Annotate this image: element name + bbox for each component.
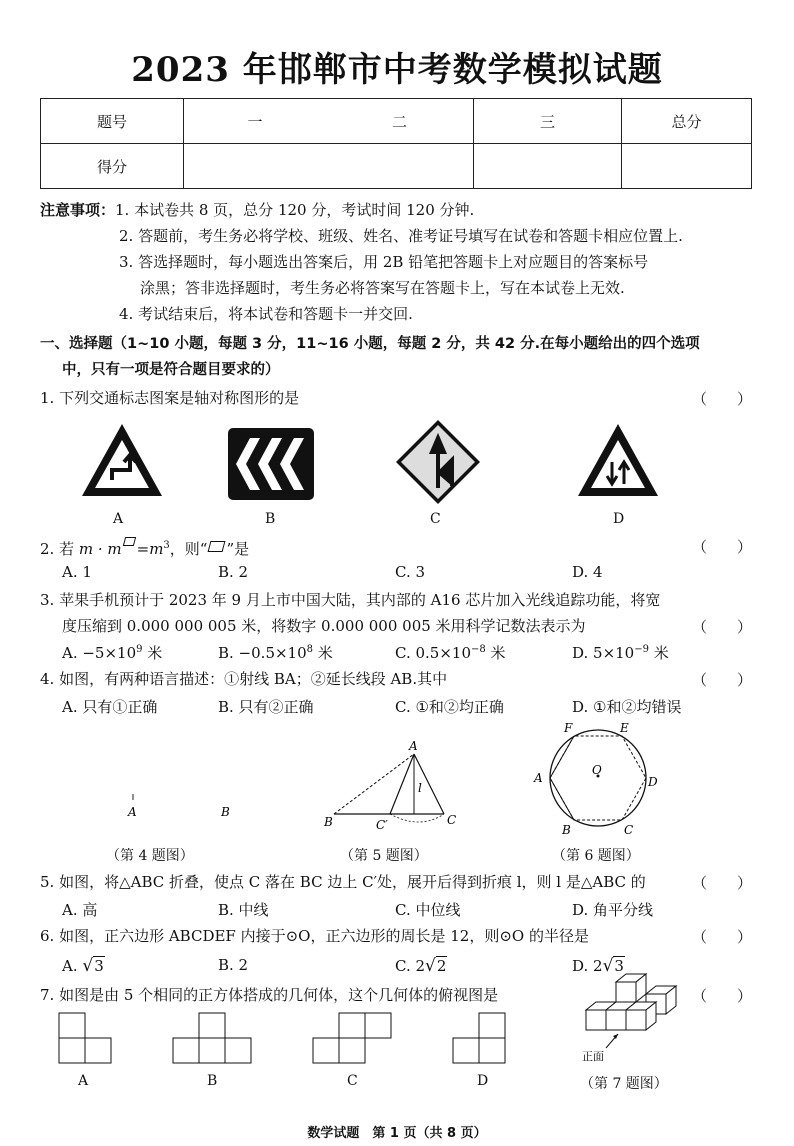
- q2-text-c: =m: [136, 540, 164, 558]
- fig6-label-e: E: [620, 721, 629, 735]
- q5-option-a: A. 高: [62, 901, 98, 919]
- q3-option-b-unit: 米: [313, 644, 333, 662]
- fig4-label-b: B: [221, 805, 230, 819]
- q3-option-a-unit: 米: [142, 644, 163, 662]
- q5-answer-paren: （ ）: [692, 874, 753, 892]
- q1-sign-a-icon: [78, 420, 166, 500]
- q2-blank-box: [122, 537, 135, 546]
- q1-label-d: D: [613, 511, 625, 527]
- q2-option-a: A. 1: [62, 563, 92, 581]
- q6-option-a-rad: 3: [94, 957, 104, 975]
- score-table: [40, 98, 752, 189]
- q2-text-a: 2. 若: [40, 540, 79, 558]
- q3-option-d: [572, 642, 669, 663]
- fig7-front-label: 正面: [582, 1050, 604, 1063]
- fig5-caption: （第 5 题图）: [340, 848, 428, 864]
- q3-text-line1: 3. 苹果手机预计于 2023 年 9 月上市中国大陆，其内部的 A16 芯片加入光线追踪功能，将宽: [40, 591, 661, 609]
- q4-option-c: C. ①和②均正确: [395, 698, 504, 716]
- fig7-caption: （第 7 题图）: [580, 1076, 668, 1092]
- q6-answer-paren: （ ）: [692, 928, 753, 946]
- score-table-score-row: [41, 144, 752, 189]
- q2-option-d: D. 4: [572, 563, 603, 581]
- fig6-label-b: B: [562, 823, 571, 837]
- q7-text: 7. 如图是由 5 个相同的正方体搭成的几何体，这个几何体的俯视图是: [40, 986, 499, 1004]
- note-item-4: 4. 考试结束后，将本试卷和答题卡一并交回.: [119, 305, 413, 323]
- q2-option-c: C. 3: [395, 563, 426, 581]
- q7-answer-paren: （ ）: [692, 987, 753, 1005]
- header-cell-one: 一: [184, 99, 327, 144]
- notes-label: 注意事项：: [40, 201, 116, 219]
- q4-option-d: D. ①和②均错误: [572, 698, 682, 716]
- fig6-hexagon-circle-diagram: [528, 722, 668, 840]
- q3-answer-paren: （ ）: [692, 618, 753, 636]
- fig5-triangle-diagram: [320, 740, 470, 835]
- q2-answer-paren: （ ）: [692, 538, 753, 556]
- q3-option-c: [395, 642, 506, 663]
- notes-line-1: [40, 200, 474, 220]
- q3-text-line2: 度压缩到 0.000 000 005 米，将数字 0.000 000 005 米用科学记数法表示为: [62, 617, 586, 635]
- q1-sign-b-icon: [228, 428, 314, 500]
- fig5-label-c-prime: C′: [376, 818, 388, 832]
- q2-exponent: 3: [163, 540, 170, 551]
- q5-option-d: D. 角平分线: [572, 901, 654, 919]
- q6-option-a-pre: A.: [62, 957, 83, 975]
- fig6-caption: （第 6 题图）: [552, 848, 640, 864]
- q1-sign-c-icon: [394, 418, 482, 506]
- q4-option-a: A. 只有①正确: [62, 698, 158, 716]
- score-cell-one: [184, 144, 327, 189]
- q3-option-a-base: A. −5×10: [62, 644, 137, 662]
- q1-label-a: A: [113, 511, 124, 527]
- page-footer: 数学试题 第 1 页（共 8 页）: [307, 1126, 487, 1141]
- note-item-3: 3. 答选择题时，每小题选出答案后，用 2B 铅笔把答题卡上对应题目的答案标号: [119, 253, 649, 271]
- q4-answer-paren: （ ）: [692, 671, 753, 689]
- header-cell-three: 三: [474, 99, 622, 144]
- q1-sign-d-icon: [574, 420, 662, 500]
- fig5-label-b: B: [324, 815, 333, 829]
- fig4-caption: （第 4 题图）: [106, 848, 194, 864]
- q2-text-e: ”是: [226, 540, 250, 558]
- fig4-label-a: A: [128, 805, 137, 819]
- fig5-label-a: A: [409, 739, 418, 753]
- q2-text: [40, 536, 249, 559]
- q1-answer-paren: （ ）: [692, 390, 753, 408]
- q6-option-c: C. 2√2: [395, 956, 447, 976]
- section1-heading-line2: 中，只有一项是符合题目要求的）: [62, 362, 280, 378]
- note-item-2: 2. 答题前，考生务必将学校、班级、姓名、准考证号填写在试卷和答题卡相应位置上.: [119, 227, 683, 245]
- fig6-label-c: C: [624, 823, 634, 837]
- header-cell-number: 题号: [41, 99, 184, 144]
- q7-label-b: B: [207, 1073, 218, 1089]
- q6-text: 6. 如图，正六边形 ABCDEF 内接于⊙O，正六边形的周长是 12，则⊙O 的半径是: [40, 927, 589, 945]
- q7-option-a-grid: [58, 1012, 114, 1064]
- q4-text: 4. 如图，有两种语言描述：①射线 BA；②延长线段 AB.其中: [40, 670, 448, 688]
- q1-label-c: C: [430, 511, 441, 527]
- score-cell-total: [622, 144, 752, 189]
- q7-option-b-grid: [172, 1012, 254, 1064]
- q2-option-b: B. 2: [218, 563, 249, 581]
- q3-option-b: [218, 642, 333, 663]
- q2-blank-box-2: [208, 541, 226, 552]
- fig6-label-f: F: [564, 721, 573, 735]
- q7-label-c: C: [347, 1073, 358, 1089]
- note-item-1: 1. 本试卷共 8 页，总分 120 分，考试时间 120 分钟.: [115, 201, 475, 219]
- fig6-label-a: A: [534, 771, 543, 785]
- q3-option-d-unit: 米: [648, 644, 669, 662]
- q3-option-c-exp: −8: [471, 644, 486, 655]
- q3-option-a: [62, 642, 162, 663]
- q3-option-d-base: D. 5×10: [572, 644, 635, 662]
- q3-option-b-exp: 8: [306, 644, 314, 655]
- score-cell-two: [326, 144, 474, 189]
- q4-option-b: B. 只有②正确: [218, 698, 314, 716]
- fig5-label-c: C: [447, 813, 457, 827]
- header-cell-two: 二: [326, 99, 474, 144]
- score-cell-three: [474, 144, 622, 189]
- q6-option-c-pre: C. 2: [395, 957, 426, 975]
- q7-label-a: A: [78, 1073, 89, 1089]
- q1-label-b: B: [265, 511, 276, 527]
- q3-option-a-exp: 9: [136, 644, 143, 655]
- q5-option-c: C. 中位线: [395, 901, 461, 919]
- fig4-diagram: [120, 790, 250, 830]
- fig5-label-l: l: [418, 781, 422, 795]
- q1-text: 1. 下列交通标志图案是轴对称图形的是: [40, 389, 300, 407]
- exam-title: 2023 年邯郸市中考数学模拟试题: [131, 50, 663, 90]
- q6-option-d: D. 2√3: [572, 956, 624, 976]
- q5-option-b: B. 中线: [218, 901, 269, 919]
- q3-option-b-base: B. −0.5×10: [218, 644, 307, 662]
- q3-option-d-exp: −9: [634, 644, 649, 655]
- q3-option-c-base: C. 0.5×10: [395, 644, 471, 662]
- q2-text-b: m · m: [78, 540, 122, 558]
- header-cell-total: 总分: [622, 99, 752, 144]
- q2-text-d: ，则“: [169, 540, 208, 558]
- fig7-cubes-diagram: [578, 972, 698, 1067]
- q7-option-d-grid: [452, 1012, 508, 1064]
- q6-option-b: B. 2: [218, 956, 249, 974]
- section1-heading-line1: 一、选择题（1~10 小题，每题 3 分，11~16 小题，每题 2 分，共 42 分.在每小题给出的四个选项: [40, 336, 700, 352]
- q7-option-c-grid: [312, 1012, 394, 1064]
- fig6-label-d: D: [648, 775, 658, 789]
- q7-label-d: D: [477, 1073, 489, 1089]
- q6-option-d-pre: D. 2: [572, 957, 603, 975]
- score-table-header-row: [41, 99, 752, 144]
- score-row-label: 得分: [41, 144, 184, 189]
- q6-option-c-rad: 2: [436, 957, 447, 975]
- fig6-label-o: O: [592, 763, 602, 777]
- note-item-3-cont: 涂黑；答非选择题时，考生务必将答案写在答题卡上，写在本试卷上无效.: [140, 279, 625, 297]
- q5-text: 5. 如图，将△ABC 折叠，使点 C 落在 BC 边上 C′处，展开后得到折痕 l，则 l 是△ABC 的: [40, 873, 646, 891]
- q6-option-a: A. √3: [62, 956, 104, 976]
- q6-option-d-rad: 3: [614, 957, 624, 975]
- q3-option-c-unit: 米: [485, 644, 506, 662]
